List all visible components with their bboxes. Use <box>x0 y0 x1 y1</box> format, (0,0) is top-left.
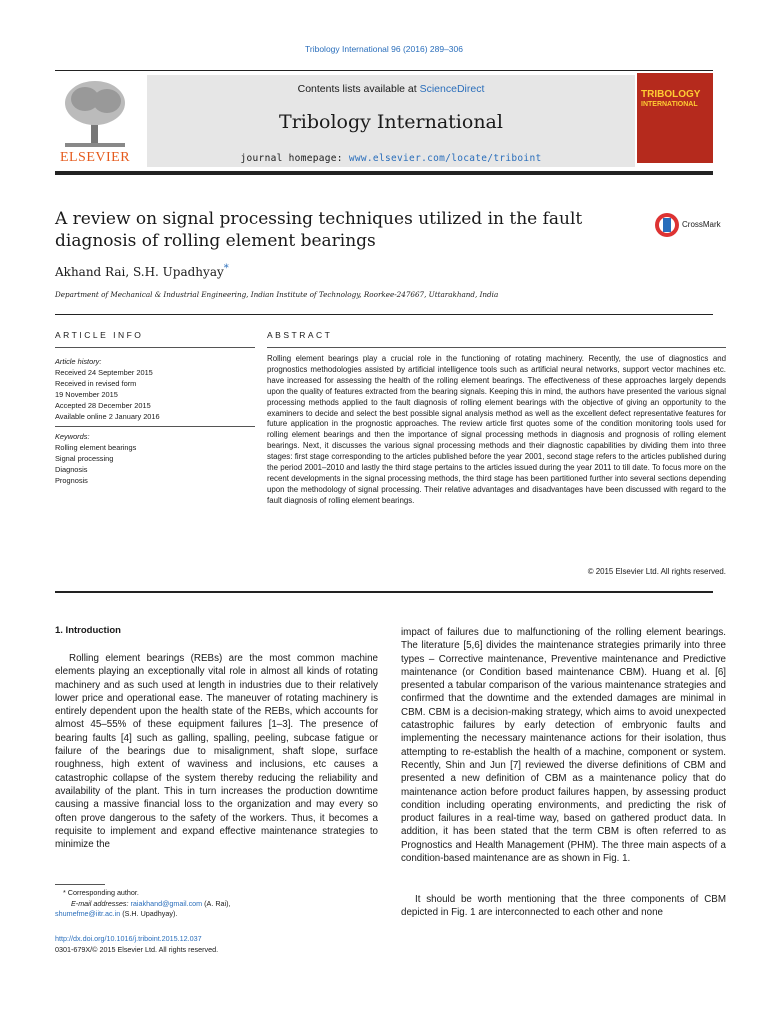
journal-title: Tribology International <box>279 111 503 133</box>
elsevier-wordmark: ELSEVIER <box>59 150 131 165</box>
history-item: Available online 2 January 2016 <box>55 412 160 421</box>
cover-subtitle: INTERNATIONAL <box>641 101 698 108</box>
divider <box>267 347 726 348</box>
history-item: 19 November 2015 <box>55 390 118 399</box>
keyword: Diagnosis <box>55 465 88 474</box>
article-info-heading: ARTICLE INFO <box>55 330 144 340</box>
keywords-label: Keywords: <box>55 432 90 441</box>
cover-title: TRIBOLOGY <box>641 89 701 100</box>
abstract-text: Rolling element bearings play a crucial role in the functioning of rotating machinery. Recently, the use of diagnostics and prognostics methodologies assisted by artificial intelligence tools such as artificial neural networks, support vector machines etc. have increased for assessing the health of the rolling element bearings. The effectiveness of these approaches largely depends upon the quality of features extracted from the bearing signals. Keeping this in mind, the authors have presented the various signal processing methods applied to the fault diagnosis of rolling element bearings with the objective of giving an opportunity to the examiners to decide and select the best possible signal analysis method as well as the excellent defect representative features for future application in the prognostic approaches. The review article first quotes some of the condition monitoring tools used for rolling element bearings and then the importance of signal processing methods in diagnosis and prognosis of rolling element bearings. Next, it discusses the various signal processing methods and their diagnostic capabilities by dividing them into three stages: first stage corresponding to the articles published before the year 2001, second stage refers to the articles published during the period 2001–2010 and lastly the third stage pertains to the articles issued during the year 2011 to till date. To focus more on the recent developments in the signal processing methods, the third stage has been partitioned further into several sections depending upon the methodology of signal processing. Their relative advantages and disadvantages have been discussed with regard to the fault diagnosis of rolling element bearings. <box>267 354 726 505</box>
corresponding-author-note: * Corresponding author. <box>63 888 139 897</box>
corresponding-author-mark[interactable]: * <box>223 263 229 274</box>
history-item: Accepted 28 December 2015 <box>55 401 151 410</box>
email-name: (A. Rai), <box>202 898 231 908</box>
email-label: E-mail addresses: <box>71 898 131 908</box>
journal-homepage <box>147 153 635 164</box>
authors-text: Akhand Rai, S.H. Upadhyay <box>55 265 224 279</box>
paper-title: A review on signal processing techniques utilized in the fault diagnosis of rolling element bearings <box>55 209 583 251</box>
homepage-label: journal homepage: <box>240 153 349 164</box>
journal-cover-image <box>637 73 713 163</box>
divider <box>55 591 713 593</box>
journal-citation[interactable]: Tribology International 96 (2016) 289–306 <box>305 44 463 54</box>
article-info <box>55 356 255 486</box>
email-link[interactable]: raiakhand@gmail.com <box>130 898 203 908</box>
email-line <box>55 909 375 920</box>
contents-prefix: Contents lists available at <box>297 83 420 95</box>
sciencedirect-link[interactable]: ScienceDirect <box>419 83 485 95</box>
contents-line <box>147 83 635 95</box>
crossmark-badge[interactable] <box>654 211 734 241</box>
footnote <box>55 888 375 920</box>
divider <box>55 426 255 427</box>
keyword: Signal processing <box>55 454 114 463</box>
doi-block <box>55 934 375 955</box>
affiliation: Department of Mechanical & Industrial Engineering, Indian Institute of Technology, Roorkee-247667, Uttarakhand, India <box>55 290 499 299</box>
section-heading-introduction: 1. Introduction <box>55 625 121 636</box>
footnote-divider <box>55 884 105 885</box>
crossmark-label: CrossMark <box>682 220 721 229</box>
divider <box>55 314 713 315</box>
abstract-heading: ABSTRACT <box>267 330 333 340</box>
journal-masthead <box>55 70 713 175</box>
issn-copyright: 0301-679X/© 2015 Elsevier Ltd. All rights reserved. <box>55 944 219 954</box>
divider <box>55 347 255 348</box>
intro-column-1: Rolling element bearings (REBs) are the most common machine elements playing an exceptionally vital role in almost all kinds of rotating machinery and as such used at length in industries due to their relatively lower price and operational ease. The maneuver of rotating machinery is entirely dependent upon the health state of the REBs, which accounts for almost 45–55% of these equipment failures [1–3]. The presence of bearing faults [4] such as galling, spalling, peeling, subcase fatigue or failure of the bearings due to misalignment, shaft slope, surface roughness, high extent of waviness and inclusions, etc causes a catastrophic collapse of the system thereby reducing the reliability and availability of the plant. This in turn increases the production downtime causing a massive financial loss to the organization and may every so often prove dangerous to the safety of the workers. Thus, it becomes a requisite to implement and expand effective maintenance strategies to minimize the <box>55 653 378 851</box>
intro-column-2-paragraph: It should be worth mentioning that the three components of CBM depicted in Fig. 1 are interconnected to each other and none <box>401 894 726 919</box>
doi-link[interactable]: http://dx.doi.org/10.1016/j.triboint.2015.12.037 <box>55 934 202 943</box>
crossmark-icon <box>654 211 680 239</box>
masthead-banner <box>147 75 635 167</box>
intro-column-2: impact of failures due to malfunctioning of the rolling element bearings. The literature [5,6] divides the maintenance strategies primarily into three types – Corrective maintenance, Preventive maintenance and Predictive maintenance (or Condition based maintenance CBM). Huang et al. [6] presented a tabular comparison of the various maintenance strategies and confirmed that the downtime and the extended damages are minimal in CBM. CBM is a decision-making strategy, which aims to avoid unexpected catastrophic failures by early detection of embryonic faults and implementing the necessary maintenance actions for their isolation, thus attempting to re-establish the health of a machine, component or system. Recently, Shin and Jun [7] reviewed the diverse definitions of CBM and presented a new definition of CBM as a maintenance policy that do maintenance action before product failures happen, by assessing product condition including operating environments, and predicting the risk of product failures in a real-time way, based on gathered product data. In addition, it has been stated that the term CBM is often referred to as Prognostics and Health Management (PHM). The three main aspects of a condition-based maintenance are as shown in Fig. 1. <box>401 627 726 865</box>
email-link[interactable]: shumefme@iitr.ac.in <box>55 909 121 918</box>
email-name: (S.H. Upadhyay). <box>120 909 178 918</box>
history-label: Article history: <box>55 357 102 366</box>
author-list <box>55 263 229 279</box>
abstract-copyright: © 2015 Elsevier Ltd. All rights reserved. <box>587 567 726 576</box>
email-line <box>55 899 375 910</box>
keyword: Rolling element bearings <box>55 443 137 452</box>
history-item: Received in revised form <box>55 379 137 388</box>
keyword: Prognosis <box>55 476 88 485</box>
homepage-link[interactable]: www.elsevier.com/locate/triboint <box>348 153 542 164</box>
history-item: Received 24 September 2015 <box>55 368 153 377</box>
